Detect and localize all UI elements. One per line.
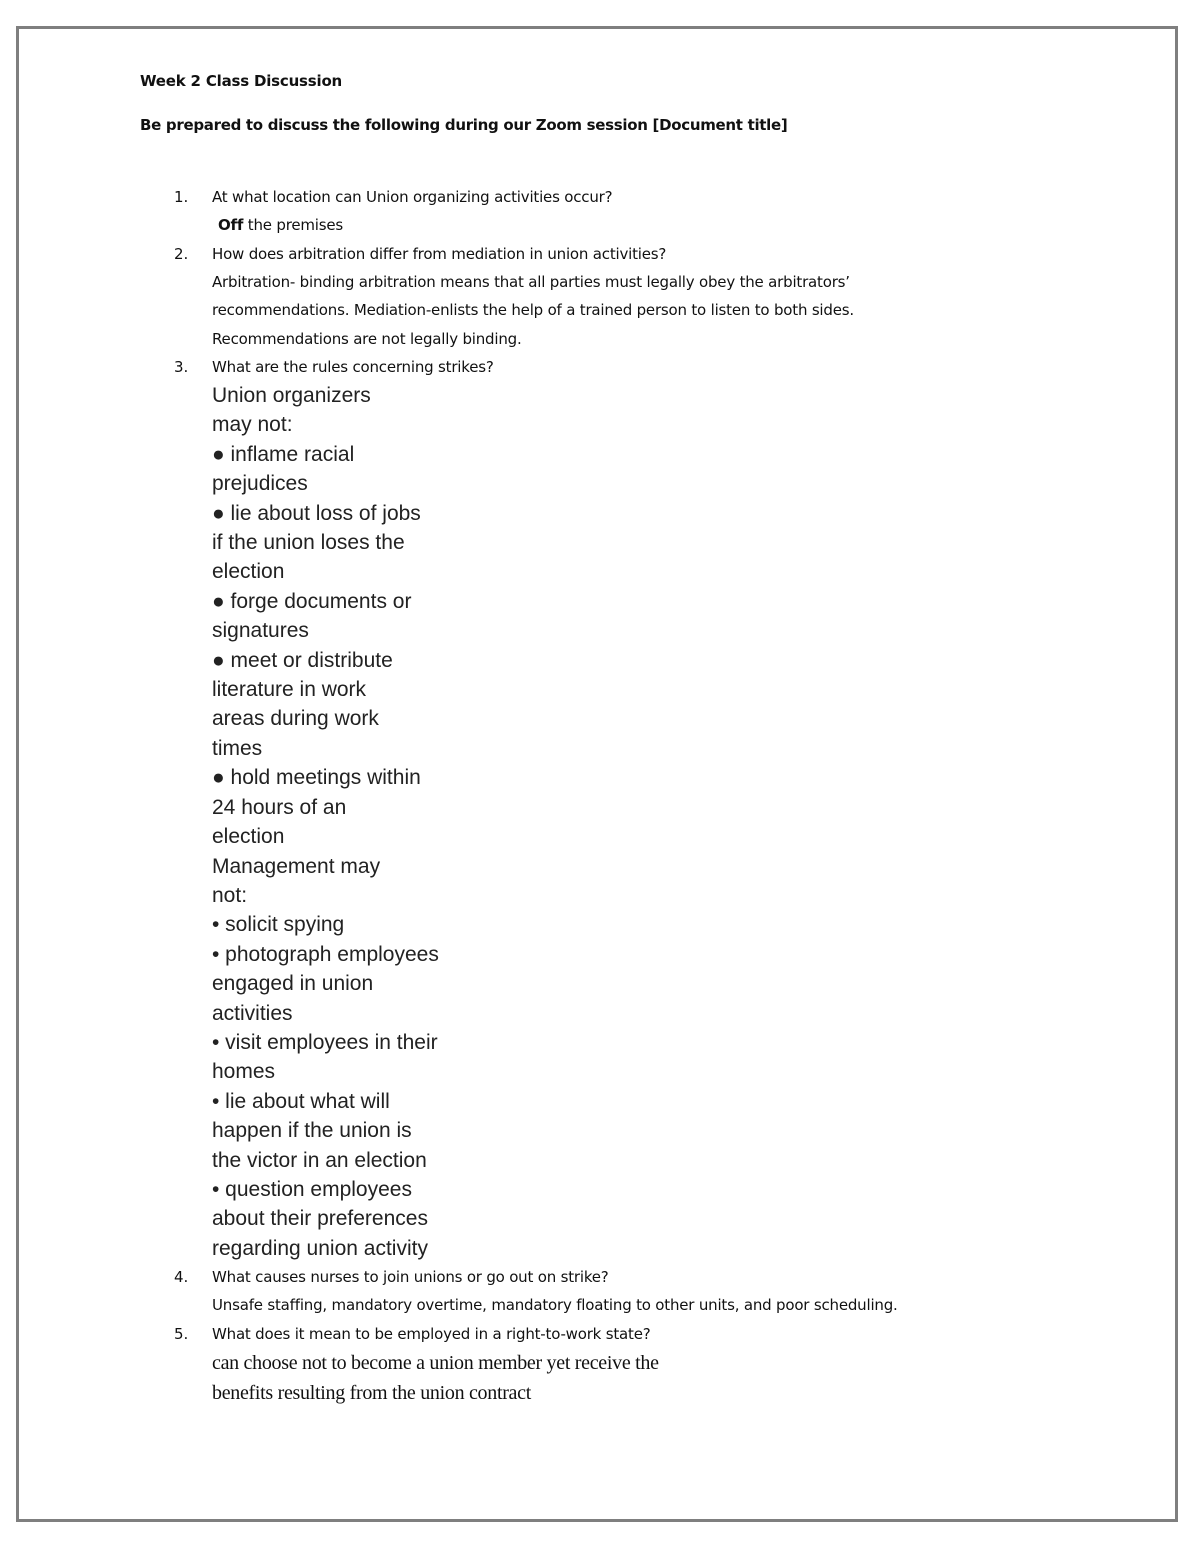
question-number: 5. — [174, 1324, 189, 1343]
question-number: 1. — [174, 188, 189, 206]
answer-line: election — [212, 825, 285, 849]
answer-line: regarding union activity — [212, 1236, 428, 1260]
answer-line: • photograph employees — [212, 942, 439, 966]
answer-line: areas during work — [212, 707, 379, 731]
answer-line: ● hold meetings within — [212, 766, 421, 790]
answer-line: times — [212, 736, 263, 760]
question-5 — [140, 1320, 1120, 1408]
question-text: What causes nurses to join unions or go out on strike? — [212, 1268, 609, 1287]
question-4 — [140, 1263, 1120, 1320]
answer-line: ● lie about loss of jobs — [212, 501, 421, 525]
answer-line: benefits resulting from the union contract — [212, 1381, 531, 1404]
answer-block — [212, 381, 1120, 1263]
answer-line: Union organizers — [212, 384, 371, 407]
answer-line: not: — [212, 883, 248, 907]
question-number: 2. — [174, 244, 189, 263]
answer-line: homes — [212, 1060, 276, 1084]
answer-line: • visit employees in their — [212, 1030, 438, 1054]
answer — [212, 211, 1120, 240]
question-list — [140, 183, 1120, 1408]
answer-line: the victor in an election — [212, 1148, 427, 1172]
question-text: At what location can Union organizing activities occur? — [212, 188, 613, 206]
question-1 — [140, 183, 1120, 240]
question-text: How does arbitration differ from mediation in union activities? — [212, 244, 667, 263]
answer-line: • question employees — [212, 1177, 412, 1201]
question-3 — [140, 353, 1120, 1263]
answer-line: happen if the union is — [212, 1119, 412, 1143]
answer-line: engaged in union — [212, 972, 374, 996]
answer-line: may not: — [212, 413, 293, 437]
answer-line: literature in work — [212, 678, 367, 702]
answer-line: Management may — [212, 854, 381, 878]
question-text: What does it mean to be employed in a right-to-work state? — [212, 1324, 651, 1343]
document-subtitle: Be prepared to discuss the following during our Zoom session [Document title] — [140, 116, 788, 134]
question-number: 3. — [174, 358, 189, 376]
answer-line: activities — [212, 1001, 293, 1025]
answer-line: Unsafe staffing, mandatory overtime, mandatory floating to other units, and poor scheduling. — [212, 1296, 898, 1315]
question-number: 4. — [174, 1268, 189, 1287]
answer-line: • lie about what will — [212, 1089, 390, 1113]
answer-line: Arbitration- binding arbitration means that all parties must legally obey the arbitrators’ — [212, 272, 850, 291]
answer-line: if the union loses the — [212, 531, 405, 555]
answer-line: 24 hours of an — [212, 795, 347, 819]
document-title: Week 2 Class Discussion — [140, 72, 343, 90]
answer-line: ● forge documents or — [212, 589, 412, 613]
answer-line: • solicit spying — [212, 913, 345, 937]
answer-line: prejudices — [212, 472, 308, 496]
answer-line: election — [212, 560, 285, 584]
answer-line: about their preferences — [212, 1207, 428, 1231]
answer-line: Recommendations are not legally binding. — [212, 329, 522, 348]
question-text: What are the rules concerning strikes? — [212, 358, 494, 376]
answer-line: can choose not to become a union member yet receive the — [212, 1351, 659, 1374]
answer-line: ● inflame racial — [212, 442, 355, 466]
answer-bold: Off — [218, 216, 244, 234]
answer-line: ● meet or distribute — [212, 648, 393, 672]
answer-rest: the premises — [243, 216, 343, 234]
answer-line: recommendations. Mediation-enlists the help of a trained person to listen to both sides. — [212, 301, 854, 319]
answer-line: signatures — [212, 619, 309, 643]
question-2 — [140, 240, 1120, 354]
